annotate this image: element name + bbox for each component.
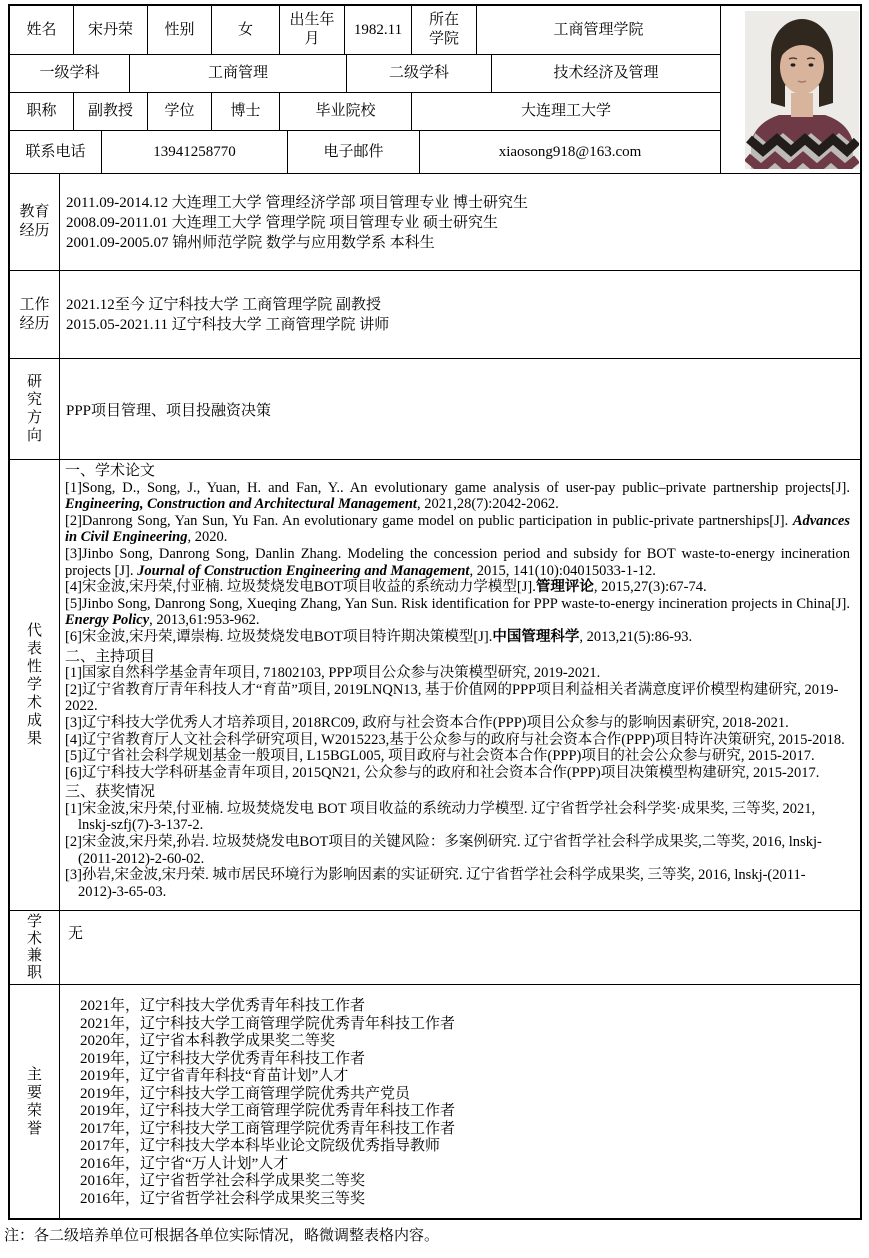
photo-cell [720, 6, 860, 173]
text-line: 2011.09-2014.12 大连理工大学 管理经济学部 项目管理专业 博士研究生 [66, 195, 528, 211]
phone-value: 13941258770 [102, 131, 288, 173]
honors-content [60, 985, 860, 1218]
section-achievements [10, 459, 860, 910]
degree-value: 博士 [212, 93, 280, 130]
text-line: 2008.09-2011.01 大连理工大学 管理学院 项目管理专业 硕士研究生 [66, 215, 498, 231]
email-value: xiaosong918@163.com [498, 143, 642, 160]
achievement-item: [1]国家自然科学基金青年项目, 71802103, PPP项目公众参与决策模型研究, 2019-2021. [65, 665, 601, 682]
school-value: 大连理工大学 [520, 103, 611, 119]
footer-note: 注：各二级培养单位可根据各单位实际情况，略微调整表格内容。 [4, 1228, 440, 1244]
text-line: 2019年，辽宁科技大学工商管理学院优秀青年科技工作者 [80, 1103, 456, 1119]
subsection-heading: 一、学术论文 [65, 463, 156, 479]
info-row-2 [10, 54, 720, 92]
personal-info-fields [10, 6, 720, 173]
section-honors [10, 984, 860, 1218]
phone-label: 联系电话 [10, 131, 102, 173]
profile-photo [745, 11, 859, 169]
gender-label: 性别 [148, 6, 212, 54]
title-value: 副教授 [74, 93, 148, 130]
birth-label: 出生年月 [280, 6, 345, 54]
birth-value: 1982.11 [345, 6, 412, 54]
achievement-item: [4]辽宁省教育厅人文社会科学研究项目, W2015223,基于公众参与的政府与社会资本合作(PPP)项目特许决策研究, 2015-2018. [65, 731, 845, 748]
info-row-1 [10, 6, 720, 54]
subsection-heading: 三、获奖情况 [65, 784, 156, 801]
text-line: 2021.12至今 辽宁科技大学 工商管理学院 副教授 [66, 297, 382, 313]
text-line: 2016年，辽宁省哲学社会科学成果奖二等奖 [80, 1173, 366, 1189]
text-line: 2020年，辽宁省本科教学成果奖二等奖 [80, 1033, 336, 1049]
discipline2-value: 技术经济及管理 [553, 65, 659, 81]
text-line: 2017年，辽宁科技大学工商管理学院优秀青年科技工作者 [80, 1120, 456, 1137]
academic-parttime-label: 学术兼职 [10, 911, 60, 984]
work-content [60, 271, 860, 358]
college-label: 所在学院 [412, 6, 477, 54]
subsection-heading: 二、主持项目 [65, 648, 156, 665]
title-label: 职称 [10, 93, 74, 130]
research-label: 研究方向 [10, 359, 60, 459]
text-line: 2019年，辽宁科技大学优秀青年科技工作者 [80, 1050, 366, 1067]
achievement-item: [6]宋金波,宋丹荣,谭崇梅. 垃圾焚烧发电BOT项目特许期决策模型[J].中国管理科学, 2013,21(5):86-93. [65, 628, 693, 645]
email-label: 电子邮件 [288, 131, 420, 173]
school-label: 毕业院校 [280, 93, 412, 130]
text-line: 2016年，辽宁省“万人计划”人才 [80, 1155, 289, 1172]
info-row-4 [10, 130, 720, 173]
text-line: 2021年，辽宁科技大学工商管理学院优秀青年科技工作者 [80, 1015, 456, 1032]
honors-label: 主要荣誉 [10, 985, 60, 1218]
section-work [10, 270, 860, 358]
achievement-item: [3]孙岩,宋金波,宋丹荣. 城市居民环境行为影响因素的实证研究. 辽宁省哲学社会科学成果奖, 三等奖, 2016, lnskj-(2011-2012)-3-65-03. [65, 867, 806, 900]
achievement-item: [4]宋金波,宋丹荣,付亚楠. 垃圾焚烧发电BOT项目收益的系统动力学模型[J].管理评论, 2015,27(3):67-74. [65, 579, 707, 596]
section-academic-parttime [10, 910, 860, 984]
achievement-item: [3]辽宁科技大学优秀人才培养项目, 2018RC09, 政府与社会资本合作(PPP)项目公众参与的影响因素研究, 2018-2021. [65, 714, 789, 731]
resume-form [8, 4, 862, 1220]
achievements-label: 代表性学术成果 [10, 460, 60, 910]
text-line: 2016年，辽宁省哲学社会科学成果奖三等奖 [80, 1190, 366, 1207]
text-line: 2015.05-2021.11 辽宁科技大学 工商管理学院 讲师 [66, 317, 390, 333]
discipline1-label: 一级学科 [10, 55, 130, 92]
college-value: 工商管理学院 [553, 21, 644, 38]
name-value: 宋丹荣 [74, 6, 148, 54]
section-research [10, 358, 860, 459]
degree-label: 学位 [148, 93, 212, 130]
education-content [60, 174, 860, 270]
text-line: 2019年，辽宁省青年科技“育苗计划”人才 [80, 1068, 349, 1084]
text-line: 2001.09-2005.07 锦州师范学院 数学与应用数学系 本科生 [66, 235, 435, 251]
personal-info-grid [10, 6, 860, 174]
text-line: 2019年，辽宁科技大学工商管理学院优秀共产党员 [80, 1085, 411, 1102]
academic-parttime-content: 无 [68, 926, 84, 942]
name-label: 姓名 [10, 6, 74, 54]
achievement-item: [6]辽宁科技大学科研基金青年项目, 2015QN21, 公众参与的政府和社会资本合作(PPP)项目决策模型构建研究, 2015-2017. [65, 764, 820, 781]
achievement-item: [5]辽宁省社会科学规划基金一般项目, L15BGL005, 项目政府与社会资本合作(PPP)项目的社会公众参与研究, 2015-2017. [65, 748, 815, 765]
achievement-item: [5]Jinbo Song, Danrong Song, Xueqing Zhang, Yan Sun. Risk identification for PPP waste-to-energy incineration projects in China[J]. Energy Policy, 2013,61:953-962. [65, 595, 850, 629]
info-row-3 [10, 92, 720, 130]
education-label: 教育经历 [10, 174, 60, 270]
achievement-item: [2]宋金波,宋丹荣,孙岩. 垃圾焚烧发电BOT项目的关键风险：多案例研究. 辽宁省哲学社会科学成果奖,二等奖, 2016, lnskj-(2011-2012)-2-60-02. [65, 834, 822, 867]
section-education [10, 174, 860, 270]
text-line: 2017年，辽宁科技大学本科毕业论文院级优秀指导教师 [80, 1138, 441, 1154]
discipline2-label: 二级学科 [347, 55, 492, 92]
achievement-item: [3]Jinbo Song, Danrong Song, Danlin Zhang. Modeling the concession period and subsidy for BOT waste-to-energy incineration projects [J]. Journal of Construction Engineering and Management, 2015, 141(10):04015033-1-12. [65, 545, 850, 579]
discipline1-value: 工商管理 [130, 55, 347, 92]
text-line: 2021年，辽宁科技大学优秀青年科技工作者 [80, 998, 366, 1014]
research-content: PPP项目管理、项目投融资决策 [66, 402, 272, 419]
work-label: 工作经历 [10, 271, 60, 358]
achievement-item: [2]辽宁省教育厅青年科技人才“育苗”项目, 2019LNQN13, 基于价值网的PPP项目利益相关者满意度评价模型构建研究, 2019-2022. [65, 681, 839, 715]
achievement-item: [2]Danrong Song, Yan Sun, Yu Fan. An evolutionary game model on public participation in public-private partnerships[J]. Advances in Civil Engineering, 2020. [65, 512, 850, 546]
achievement-item: [1]宋金波,宋丹荣,付亚楠. 垃圾焚烧发电 BOT 项目收益的系统动力学模型. 辽宁省哲学社会科学奖·成果奖, 三等奖, 2021, lnskj-szfj(7)-3-137-2. [65, 800, 816, 834]
gender-value: 女 [212, 6, 280, 54]
achievements-content [60, 460, 860, 910]
achievement-item: [1]Song, D., Song, J., Yuan, H. and Fan, Y.. An evolutionary game analysis of user-pay public–private partnership projects[J]. Engineering, Construction and Architectural Management, 2021,28(7):2042-2062. [65, 479, 850, 513]
